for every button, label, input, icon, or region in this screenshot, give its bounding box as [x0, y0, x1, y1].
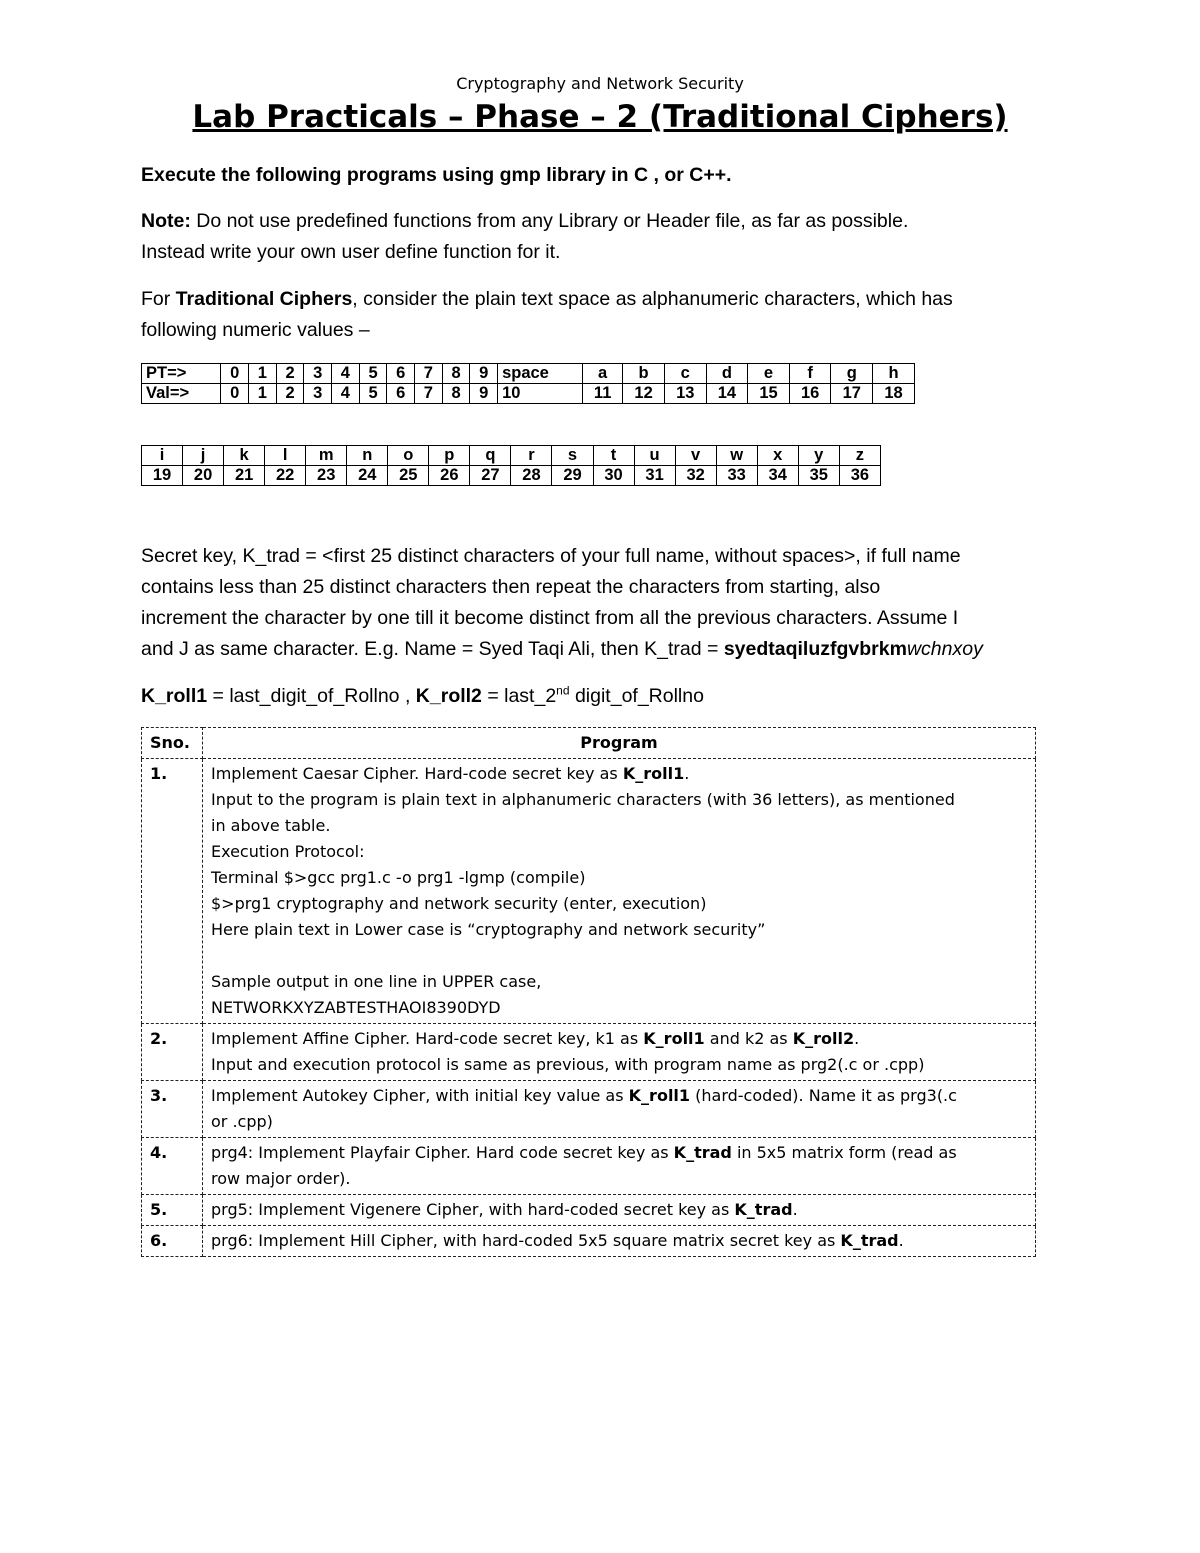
program-text: in above table. [211, 816, 331, 835]
program-line [211, 865, 1027, 891]
program-key-name: K_roll1 [643, 1029, 705, 1048]
value-cell: 7 [415, 364, 443, 384]
value-cell: r [511, 446, 552, 466]
course-subtitle: Cryptography and Network Security [456, 74, 744, 93]
program-line [211, 1140, 1027, 1166]
execute-instruction: Execute the following programs using gmp library in C , or C++. [141, 164, 732, 186]
program-description [203, 1226, 1036, 1257]
program-line [211, 839, 1027, 865]
program-line [211, 995, 1027, 1021]
value-cell: 20 [183, 466, 224, 486]
program-sno: 5. [142, 1195, 203, 1226]
example-key-bold: syedtaqiluzfgvbrkm [723, 638, 907, 660]
program-key-name: K_roll1 [628, 1086, 691, 1105]
value-cell: 30 [593, 466, 634, 486]
program-line [211, 761, 1027, 787]
program-line [211, 787, 1027, 813]
value-cell: s [552, 446, 593, 466]
value-cell: c [664, 364, 706, 384]
program-row [142, 1195, 1036, 1226]
value-cell: PT=> [142, 364, 221, 384]
value-cell: u [634, 446, 675, 466]
value-cell: 13 [664, 384, 706, 404]
value-cell: 14 [706, 384, 748, 404]
program-text: or .cpp) [211, 1112, 273, 1131]
value-cell: space [498, 364, 583, 384]
example-key-italic: wchnxoy [906, 638, 983, 660]
value-cell: 26 [429, 466, 470, 486]
value-cell: 2 [276, 364, 304, 384]
program-text: (hard-coded). Name it as prg3(.c [690, 1086, 957, 1105]
program-line [211, 1197, 1027, 1223]
program-text: . [792, 1200, 798, 1219]
program-key-name: K_trad [673, 1143, 732, 1162]
value-cell: 3 [304, 384, 332, 404]
program-line [211, 1052, 1027, 1078]
program-text: . [898, 1231, 904, 1250]
program-text: Execution Protocol: [211, 842, 365, 861]
value-cell: 24 [347, 466, 388, 486]
program-text: Sample output in one line in UPPER case, [211, 972, 542, 991]
program-row [142, 759, 1036, 1024]
header-sno: Sno. [142, 728, 203, 759]
program-sno: 1. [142, 759, 203, 1024]
value-cell: 27 [470, 466, 511, 486]
program-text: Implement Autokey Cipher, with initial key value as [211, 1086, 629, 1105]
program-table [141, 727, 1036, 1257]
value-cell: 3 [304, 364, 332, 384]
value-cell: g [831, 364, 873, 384]
program-text: Input and execution protocol is same as previous, with program name as prg2(.c or .cpp) [211, 1055, 925, 1074]
value-cell: 11 [583, 384, 623, 404]
value-cell: 5 [359, 364, 387, 384]
program-text: $>prg1 cryptography and network security (enter, execution) [211, 894, 707, 913]
page-title: Lab Practicals – Phase – 2 (Traditional Ciphers) [192, 99, 1008, 135]
value-cell: v [675, 446, 716, 466]
value-cell: x [757, 446, 798, 466]
note-label: Note: [141, 210, 191, 232]
program-description [203, 1195, 1036, 1226]
value-cell: 0 [221, 364, 249, 384]
value-cell: 5 [359, 384, 387, 404]
program-table-body [142, 759, 1036, 1257]
program-text: Terminal $>gcc prg1.c -o prg1 -lgmp (compile) [211, 868, 586, 887]
value-cell: l [265, 446, 306, 466]
program-line [211, 917, 1027, 943]
program-sno: 2. [142, 1024, 203, 1081]
value-cell: 23 [306, 466, 347, 486]
program-text: Implement Affine Cipher. Hard-code secret key, k1 as [211, 1029, 644, 1048]
value-cell: 9 [470, 384, 498, 404]
value-table-1-pt-row [142, 364, 915, 384]
value-cell: 31 [634, 466, 675, 486]
program-line [211, 1083, 1027, 1109]
value-cell: y [798, 446, 839, 466]
program-sno: 6. [142, 1226, 203, 1257]
program-text: and k2 as [704, 1029, 793, 1048]
program-text: prg4: Implement Playfair Cipher. Hard code secret key as [211, 1143, 674, 1162]
value-cell: 28 [511, 466, 552, 486]
program-row [142, 1024, 1036, 1081]
value-cell: 33 [716, 466, 757, 486]
roll-number-keys: K_roll1 = last_digit_of_Rollno , K_roll2 = last_2nd digit_of_Rollno [141, 683, 704, 707]
value-cell: d [706, 364, 748, 384]
program-text: in 5x5 matrix form (read as [731, 1143, 957, 1162]
value-cell: 18 [873, 384, 915, 404]
program-text: Input to the program is plain text in alphanumeric characters (with 36 letters), as mentioned [211, 790, 955, 809]
value-cell: 22 [265, 466, 306, 486]
value-cell: 8 [442, 364, 470, 384]
program-text: . [684, 764, 690, 783]
value-cell: i [142, 446, 183, 466]
program-text: Implement Caesar Cipher. Hard-code secret key as [211, 764, 623, 783]
program-key-name: K_roll1 [622, 764, 685, 783]
program-sno: 4. [142, 1138, 203, 1195]
value-cell: j [183, 446, 224, 466]
program-key-name: K_roll2 [792, 1029, 855, 1048]
secret-key-paragraph: Secret key, K_trad = <first 25 distinct characters of your full name, without spaces>, if full name contains less than 25 distinct characters then repeat the characters from starting, also increment the character by one till it become distinct from all the previous characters. Assume I and J as same character. E.g. Name = Syed Taqi Ali, then K_trad = syedtaqiluzfgvbrkmwchnxoy [141, 545, 983, 660]
value-cell: n [347, 446, 388, 466]
program-table-header [142, 728, 1036, 759]
program-description [203, 1024, 1036, 1081]
program-description [203, 1138, 1036, 1195]
value-cell: 16 [789, 384, 831, 404]
program-line [211, 1228, 1027, 1254]
program-text: prg5: Implement Vigenere Cipher, with hard-coded secret key as [211, 1200, 735, 1219]
value-table-2-pt-row [142, 446, 881, 466]
value-cell: 17 [831, 384, 873, 404]
value-cell: 19 [142, 466, 183, 486]
value-table-1 [141, 363, 915, 404]
value-cell: 8 [442, 384, 470, 404]
value-cell: 0 [221, 384, 249, 404]
program-text: row major order). [211, 1169, 351, 1188]
value-cell: 1 [249, 364, 277, 384]
value-cell: z [839, 446, 880, 466]
value-cell: 6 [387, 364, 415, 384]
value-cell: 1 [249, 384, 277, 404]
value-cell: 21 [224, 466, 265, 486]
value-cell: 9 [470, 364, 498, 384]
program-text: Here plain text in Lower case is “cryptography and network security” [211, 920, 766, 939]
program-row [142, 1138, 1036, 1195]
program-description [203, 1081, 1036, 1138]
value-table-2 [141, 445, 881, 486]
program-row [142, 1226, 1036, 1257]
note-text: Do not use predefined functions from any Library or Header file, as far as possible. [190, 210, 909, 232]
value-cell: f [789, 364, 831, 384]
value-cell: o [388, 446, 429, 466]
value-cell: 7 [415, 384, 443, 404]
program-line [211, 969, 1027, 995]
program-line [211, 813, 1027, 839]
value-cell: 4 [332, 364, 360, 384]
value-cell: w [716, 446, 757, 466]
note-line-2: Instead write your own user define function for it. [141, 241, 561, 263]
value-cell: 10 [498, 384, 583, 404]
value-cell: 12 [623, 384, 665, 404]
program-line [211, 1166, 1027, 1192]
value-cell: 4 [332, 384, 360, 404]
traditional-ciphers-paragraph: For Traditional Ciphers, consider the plain text space as alphanumeric characters, which has following numeric values – [141, 288, 953, 341]
program-row [142, 1081, 1036, 1138]
value-cell: b [623, 364, 665, 384]
program-text: NETWORKXYZABTESTHAOI8390DYD [211, 998, 501, 1017]
value-cell: k [224, 446, 265, 466]
value-cell: 15 [748, 384, 790, 404]
value-cell: Val=> [142, 384, 221, 404]
program-text: . [854, 1029, 860, 1048]
value-cell: 2 [276, 384, 304, 404]
value-table-2-val-row [142, 466, 881, 486]
program-line [211, 1026, 1027, 1052]
program-line [211, 943, 1027, 969]
value-cell: p [429, 446, 470, 466]
value-cell: 32 [675, 466, 716, 486]
value-cell: 34 [757, 466, 798, 486]
value-cell: 36 [839, 466, 880, 486]
value-cell: q [470, 446, 511, 466]
value-cell: 35 [798, 466, 839, 486]
note-paragraph [141, 206, 908, 268]
value-table-1-val-row [142, 384, 915, 404]
program-text: prg6: Implement Hill Cipher, with hard-coded 5x5 square matrix secret key as [211, 1231, 841, 1250]
value-cell: h [873, 364, 915, 384]
program-line [211, 891, 1027, 917]
program-key-name: K_trad [734, 1200, 793, 1219]
program-sno: 3. [142, 1081, 203, 1138]
program-description [203, 759, 1036, 1024]
header-program: Program [203, 728, 1036, 759]
program-line [211, 1109, 1027, 1135]
program-key-name: K_trad [840, 1231, 899, 1250]
traditional-ciphers-term: Traditional Ciphers [175, 288, 353, 310]
value-cell: 25 [388, 466, 429, 486]
value-cell: 6 [387, 384, 415, 404]
value-cell: t [593, 446, 634, 466]
value-cell: m [306, 446, 347, 466]
value-cell: 29 [552, 466, 593, 486]
value-cell: e [748, 364, 790, 384]
value-cell: a [583, 364, 623, 384]
